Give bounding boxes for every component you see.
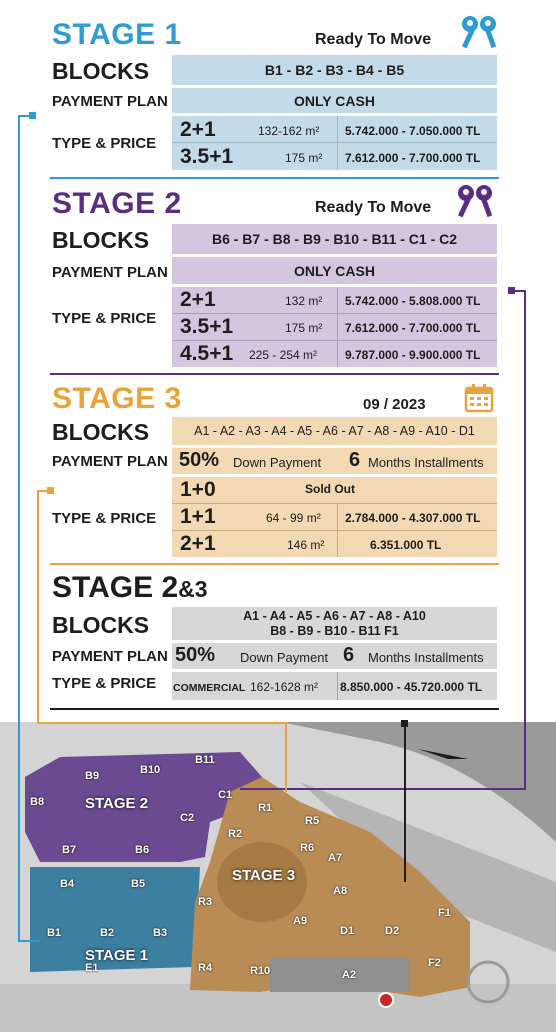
map-block-r10: R10 (250, 965, 271, 977)
stage2-row1-type: 2+1 (180, 288, 216, 311)
stage23-type-label: TYPE & PRICE (52, 675, 157, 692)
stage1-underline (50, 177, 499, 179)
stage1-row2-price: 7.612.000 - 7.700.000 TL (345, 151, 481, 165)
map-block-a9: A9 (293, 915, 308, 927)
stage3-row1-type: 1+0 (180, 478, 216, 501)
stage2-payment-text: ONLY CASH (294, 262, 375, 279)
stage2-type-label: TYPE & PRICE (52, 310, 157, 327)
stage3-row-divider (172, 503, 497, 504)
map-block-a7: A7 (328, 852, 343, 864)
stage2-row3-type: 4.5+1 (180, 342, 234, 365)
map-block-c1: C1 (218, 789, 233, 801)
stage2-payment-label: PAYMENT PLAN (52, 264, 168, 281)
stage3-blocks-text: A1 - A2 - A3 - A4 - A5 - A6 - A7 - A8 - A9 - A10 - D1 (194, 424, 475, 438)
stage3-payment-label: PAYMENT PLAN (52, 453, 168, 470)
map-stage3-label: STAGE 3 (232, 867, 296, 884)
map-block-b8: B8 (30, 796, 45, 808)
map-block-b1: B1 (47, 927, 62, 939)
stage2-row3-area: 225 - 254 m² (249, 348, 318, 362)
stage1-row2-type: 3.5+1 (180, 145, 234, 168)
stage1-blocks-value (172, 55, 497, 85)
stage1-row1-price: 5.742.000 - 7.050.000 TL (345, 124, 481, 138)
stage1-row1-type: 2+1 (180, 118, 216, 141)
stage23-down-pct: 50% (175, 644, 216, 666)
map-block-b2: B2 (100, 927, 115, 939)
map-block-b11: B11 (195, 754, 215, 766)
stage3-row2-price: 2.784.000 - 4.307.000 TL (345, 511, 481, 525)
stage3-col-divider (337, 503, 338, 557)
stage23-payment-label: PAYMENT PLAN (52, 648, 168, 665)
stage1-type-label: TYPE & PRICE (52, 135, 157, 152)
stage2-underline (50, 373, 499, 375)
map-block-d2: D2 (385, 925, 400, 937)
stage1-status: Ready To Move (315, 31, 432, 48)
stage23-price: 8.850.000 - 45.720.000 TL (340, 680, 483, 694)
stage23-title-suffix: &3 (178, 576, 208, 602)
map-block-r4: R4 (198, 962, 213, 974)
stage3-connector-dot (47, 487, 54, 494)
stage3-connector (37, 722, 287, 724)
stage23-col-divider (337, 672, 338, 700)
stage23-inst-text: Months Installments (368, 650, 484, 665)
stage1-connector (18, 940, 40, 942)
map-block-b10: B10 (140, 764, 161, 776)
map-block-b3: B3 (153, 927, 168, 939)
stage23-blocks-line2: B8 - B9 - B10 - B11 F1 (270, 624, 399, 638)
stage3-row-divider (172, 530, 497, 531)
stage2-row3-price: 9.787.000 - 9.900.000 TL (345, 348, 481, 362)
stage3-down-text: Down Payment (233, 455, 322, 470)
stage23-title-main: STAGE 2 (52, 571, 179, 604)
stage3-inst-num: 6 (349, 449, 361, 471)
map-block-b9: B9 (85, 770, 100, 782)
stage2-row1-area: 132 m² (285, 294, 323, 308)
map-stage1-label: STAGE 1 (85, 947, 149, 964)
stage3-row3-price: 6.351.000 TL (370, 538, 442, 552)
stage1-payment-text: ONLY CASH (294, 92, 375, 109)
stage23-underline (50, 708, 499, 710)
stage3-connector (285, 722, 287, 792)
stage1-payment-value (172, 88, 497, 113)
stage23-area: 162-1628 m² (250, 680, 319, 694)
stage3-inst-text: Months Installments (368, 455, 484, 470)
stage3-date: 09 / 2023 (363, 396, 426, 413)
map-block-e1: E1 (85, 962, 99, 974)
stage3-type-label: TYPE & PRICE (52, 510, 157, 527)
map-block-b7: B7 (62, 844, 77, 856)
stage3-blocks-value (172, 417, 497, 445)
map-block-f1: F1 (438, 907, 451, 919)
stage1-payment-label: PAYMENT PLAN (52, 93, 168, 110)
stage3-row2-area: 64 - 99 m² (266, 511, 321, 525)
stage2-row2-area: 175 m² (285, 321, 323, 335)
stage3-row1-status: Sold Out (305, 482, 355, 496)
stage1-row1-area: 132-162 m² (258, 124, 320, 138)
stage2-payment-value (172, 257, 497, 284)
stage1-row-divider (172, 142, 497, 143)
map-block-r2: R2 (228, 828, 243, 840)
stage1-connector (18, 115, 20, 942)
stage23-blocks-label: BLOCKS (52, 612, 150, 638)
map-block-r5: R5 (305, 815, 320, 827)
compass-arrow-icon (418, 747, 468, 761)
stage3-underline (50, 563, 499, 565)
map-block-r1: R1 (258, 802, 273, 814)
stage23-title (52, 573, 208, 603)
stage1-row2-area: 175 m² (285, 151, 323, 165)
stage2-connector (240, 788, 526, 790)
stage2-row2-type: 3.5+1 (180, 315, 234, 338)
stage2-row-divider (172, 313, 497, 314)
map-stage2-label: STAGE 2 (85, 795, 149, 812)
stage2-connector-dot (508, 287, 515, 294)
stage2-row2-price: 7.612.000 - 7.700.000 TL (345, 321, 481, 335)
stage1-col-divider (337, 116, 338, 170)
stage23-down-text: Down Payment (240, 650, 329, 665)
metro-icon (378, 992, 394, 1008)
stage3-down-pct: 50% (179, 449, 220, 471)
map-block-b4: B4 (60, 878, 75, 890)
stage2-status: Ready To Move (315, 199, 432, 216)
stage23-inst-num: 6 (343, 644, 355, 666)
stage3-blocks-label: BLOCKS (52, 419, 150, 445)
site-map (0, 722, 556, 1032)
stage3-row2-type: 1+1 (180, 505, 216, 528)
calendar-icon (464, 383, 494, 413)
stage2-col-divider (337, 287, 338, 367)
keys-icon (456, 14, 504, 50)
map-block-c2: C2 (180, 812, 195, 824)
stage2-blocks-value (172, 224, 497, 254)
stage3-title: STAGE 3 (52, 382, 182, 415)
stage2-row-divider (172, 340, 497, 341)
map-block-b6: B6 (135, 844, 150, 856)
stage2-title: STAGE 2 (52, 187, 182, 220)
stage23-blocks-value (172, 607, 497, 640)
stage3-connector (37, 490, 39, 724)
stage1-title: STAGE 1 (52, 18, 182, 51)
map-block-b5: B5 (131, 878, 146, 890)
map-block-a2: A2 (342, 969, 357, 981)
stage1-blocks-label: BLOCKS (52, 58, 150, 84)
map-block-r6: R6 (300, 842, 315, 854)
stage23-connector (404, 722, 406, 882)
stage23-type: COMMERCIAL (173, 682, 246, 694)
stage1-connector-dot (29, 112, 36, 119)
map-block-d1: D1 (340, 925, 355, 937)
stage3-row3-area: 146 m² (287, 538, 325, 552)
map-block-a8: A8 (333, 885, 348, 897)
stage2-blocks-label: BLOCKS (52, 227, 150, 253)
stage23-blocks-line1: A1 - A4 - A5 - A6 - A7 - A8 - A10 (243, 609, 426, 623)
stage2-connector (524, 290, 526, 790)
stage2-blocks-text: B6 - B7 - B8 - B9 - B10 - B11 - C1 - C2 (211, 231, 458, 247)
stage2-row1-price: 5.742.000 - 5.808.000 TL (345, 294, 481, 308)
stage1-blocks-text: B1 - B2 - B3 - B4 - B5 (264, 62, 405, 78)
map-block-f2: F2 (428, 957, 441, 969)
keys-icon (452, 183, 500, 219)
map-block-r3: R3 (198, 896, 213, 908)
stage3-row3-type: 2+1 (180, 532, 216, 555)
